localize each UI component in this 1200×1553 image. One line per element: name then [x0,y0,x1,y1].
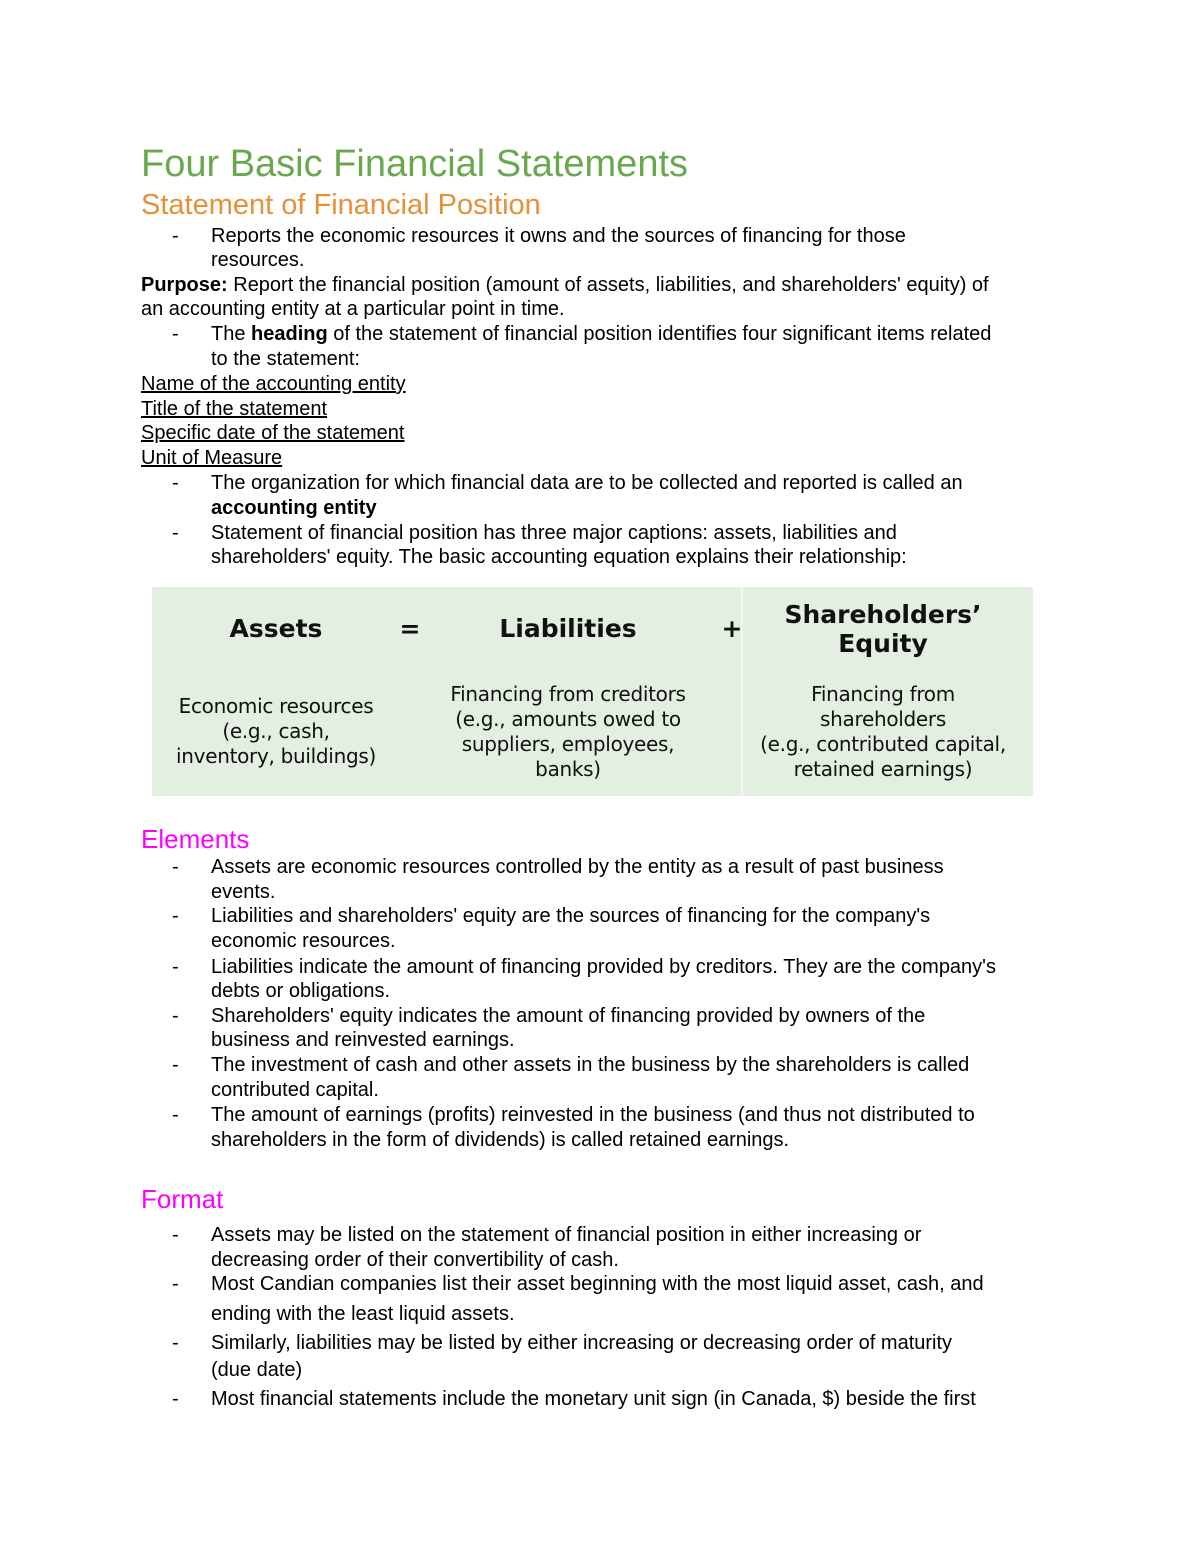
accounting-equation-figure [152,587,1033,796]
bullet-text-part: The [211,323,252,345]
bullet-dash: - [172,956,179,978]
desc-line: banks) [535,757,601,781]
bullet-text: Reports the economic resources it owns and the sources of financing for those [211,225,906,247]
bullet-text: The investment of cash and other assets in the business by the shareholders is called [211,1054,970,1076]
section-heading-format: Format [141,1184,224,1214]
equation-shareholders-equity [752,600,1014,658]
section-heading-elements: Elements [141,824,250,854]
desc-line: inventory, buildings) [176,744,376,768]
bullet-text: shareholders' equity. The basic accounting equation explains their relationship: [211,546,907,568]
accounting-entity-term [211,496,377,520]
desc-line: Financing from creditors [450,682,686,706]
bullet-dash: - [172,856,179,878]
section-heading-financial-position: Statement of Financial Position [141,189,541,221]
bullet-text: decreasing order of their convertibility of cash. [211,1249,619,1271]
bullet-text: Shareholders' equity indicates the amount of financing provided by owners of the [211,1005,926,1027]
equation-liabilities: Liabilities [499,614,637,643]
heading-bold-term: heading [251,323,328,345]
bullet-text [211,322,991,346]
item-entity-name: Name of the accounting entity [141,373,406,395]
desc-line: Economic resources [178,694,374,718]
bullet-text: debts or obligations. [211,980,391,1002]
bullet-text: Assets are economic resources controlled by the entity as a result of past business [211,856,944,878]
bullet-text-part: of the statement of financial position identifies four significant items related [327,323,992,345]
bullet-text: events. [211,881,276,903]
bullet-text: The amount of earnings (profits) reinvested in the business (and thus not distributed to [211,1104,975,1126]
desc-line: shareholders [820,707,946,731]
bullet-text: Statement of financial position has three major captions: assets, liabilities and [211,522,897,544]
bullet-text: shareholders in the form of dividends) is called retained earnings. [211,1129,790,1151]
bullet-text: ending with the least liquid assets. [211,1303,515,1325]
equation-assets: Assets [229,614,323,643]
assets-description [152,694,400,769]
bullet-text: Similarly, liabilities may be listed by either increasing or decreasing order of maturity [211,1332,953,1354]
bullet-dash: - [172,1224,179,1246]
bullet-text: to the statement: [211,348,360,370]
bullet-text: (due date) [211,1359,303,1381]
item-statement-title: Title of the statement [141,398,328,420]
bullet-dash: - [172,225,179,247]
purpose-text: an accounting entity at a particular point in time. [141,298,565,320]
equity-line: Equity [838,629,928,658]
item-statement-date: Specific date of the statement [141,422,405,444]
bullet-text: Most Candian companies list their asset beginning with the most liquid asset, cash, and [211,1273,984,1295]
bullet-text: Assets may be listed on the statement of financial position in either increasing or [211,1224,922,1246]
desc-line: suppliers, employees, [461,732,675,756]
bullet-dash: - [172,1273,179,1295]
bullet-dash: - [172,1104,179,1126]
bullet-dash: - [172,522,179,544]
liabilities-description [428,682,708,782]
desc-line: (e.g., amounts owed to [455,707,681,731]
bullet-dash: - [172,1005,179,1027]
bullet-dash: - [172,1054,179,1076]
bullet-dash: - [172,905,179,927]
equation-plus-sign: + [721,614,743,643]
bullet-dash: - [172,1332,179,1354]
purpose-text: Report the financial position (amount of assets, liabilities, and shareholders' equity) of [227,274,989,296]
desc-line: (e.g., contributed capital, [760,732,1006,756]
bullet-dash: - [172,472,179,494]
bullet-text: business and reinvested earnings. [211,1029,515,1051]
bullet-text: resources. [211,249,305,271]
desc-line: retained earnings) [793,757,973,781]
purpose-paragraph [141,273,989,297]
bullet-dash: - [172,323,179,345]
bullet-text: Liabilities indicate the amount of financing provided by creditors. They are the company's [211,956,996,978]
bullet-text: Liabilities and shareholders' equity are the sources of financing for the company's [211,905,931,927]
bullet-text: Most financial statements include the monetary unit sign (in Canada, $) beside the first [211,1388,976,1410]
bullet-dash: - [172,1388,179,1410]
equity-description [748,682,1018,782]
bullet-text: The organization for which financial data are to be collected and reported is called an [211,472,963,494]
page-title: Four Basic Financial Statements [141,143,689,185]
bullet-text: economic resources. [211,930,396,952]
bullet-text: contributed capital. [211,1079,379,1101]
equation-equals-sign: = [399,614,421,643]
bold-term: accounting entity [211,497,377,519]
desc-line: Financing from [811,682,955,706]
purpose-label: Purpose: [141,274,228,296]
equity-line: Shareholders’ [784,600,982,629]
desc-line: (e.g., cash, [222,719,330,743]
item-unit-measure: Unit of Measure [141,447,283,469]
